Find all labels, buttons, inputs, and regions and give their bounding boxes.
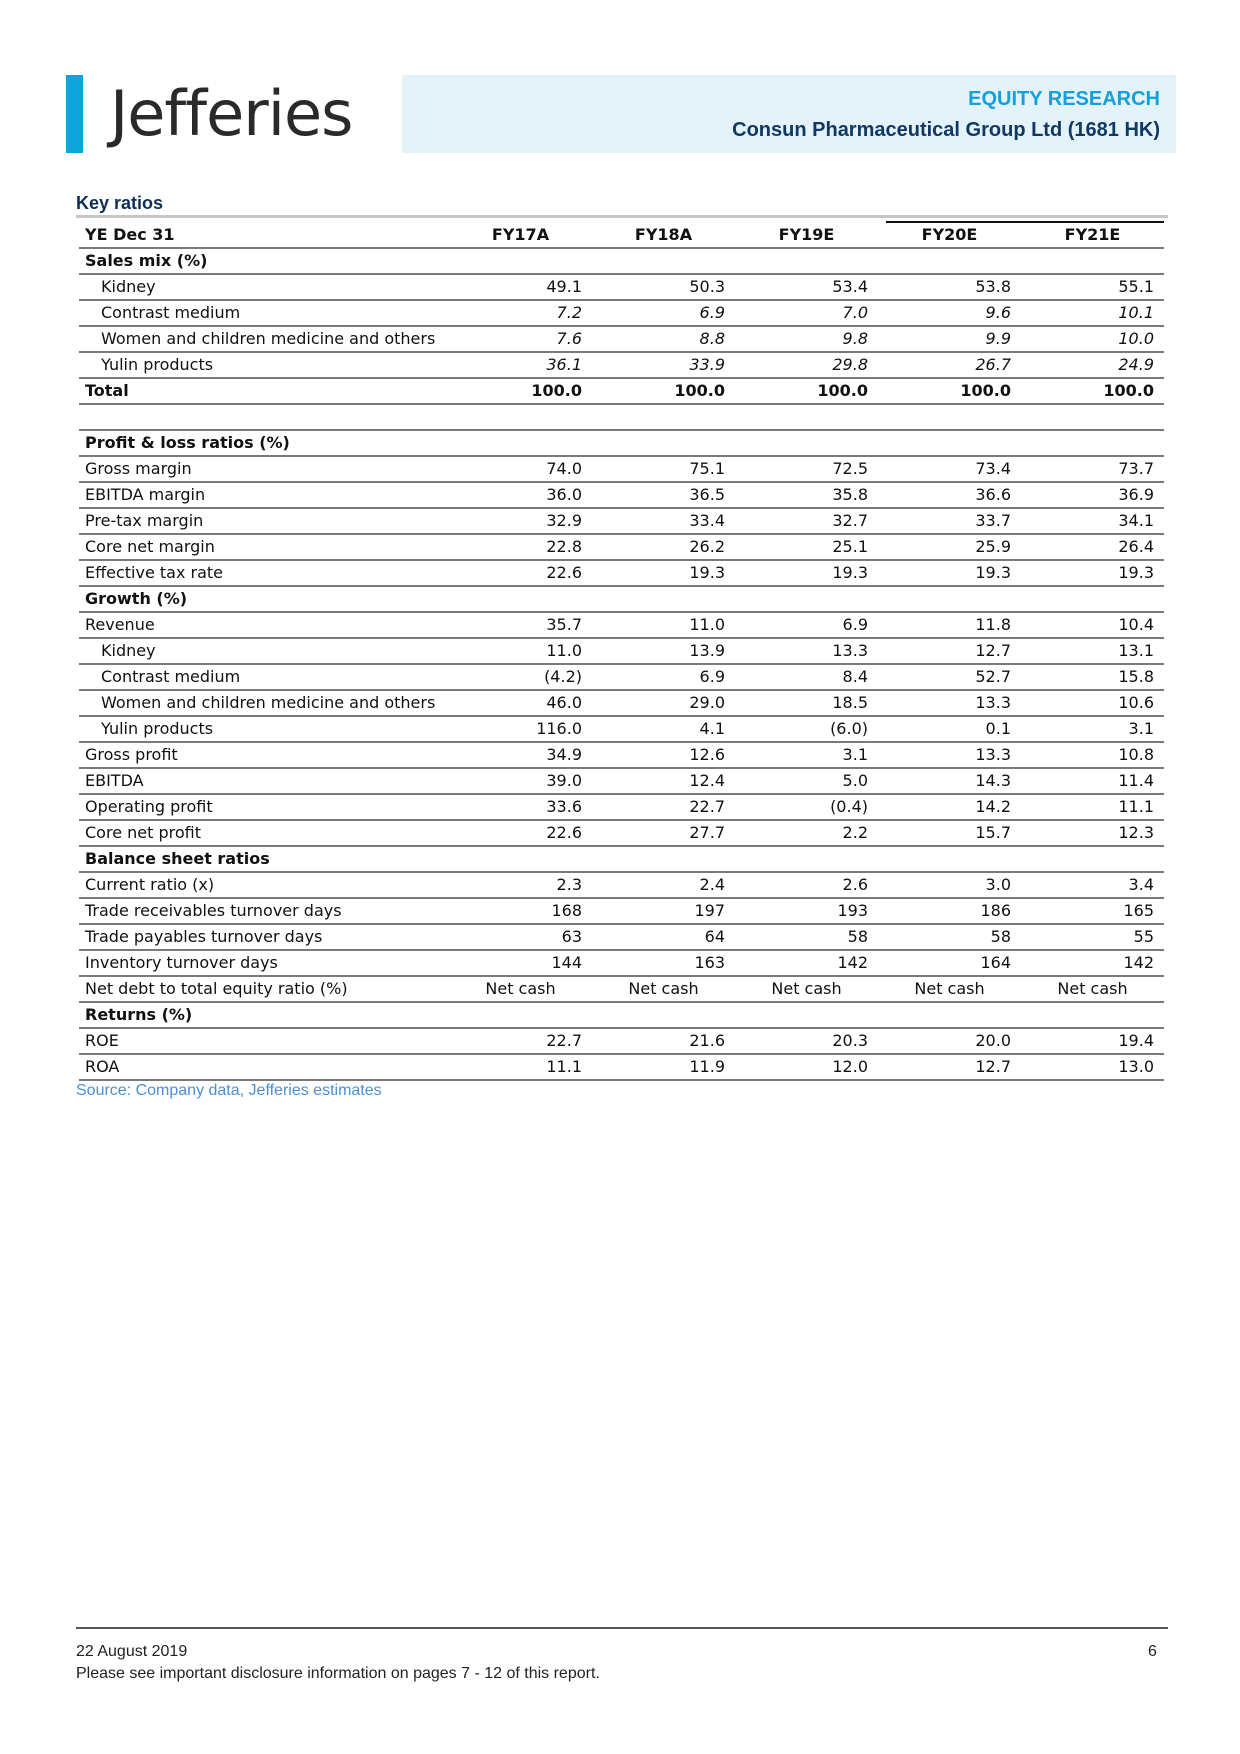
row-label: EBITDA margin [79,482,449,508]
table-row [79,716,1164,742]
cell: 22.6 [449,560,592,586]
cell: 100.0 [735,378,878,404]
cell: 36.1 [449,352,592,378]
table-row [79,820,1164,846]
cell: 197 [592,898,735,924]
cell: 75.1 [592,456,735,482]
cell: 34.1 [1021,508,1164,534]
table-row [79,638,1164,664]
cell: 15.8 [1021,664,1164,690]
row-label: ROA [79,1054,449,1080]
cell: (6.0) [735,716,878,742]
row-label: Operating profit [79,794,449,820]
column-header: YE Dec 31 [79,223,449,248]
section-heading: Growth (%) [79,586,1164,612]
cell: 12.7 [878,1054,1021,1080]
cell: 52.7 [878,664,1021,690]
row-label: Trade payables turnover days [79,924,449,950]
cell: 27.7 [592,820,735,846]
cell: 7.6 [449,326,592,352]
cell: 55.1 [1021,274,1164,300]
cell: 15.7 [878,820,1021,846]
section-label: EQUITY RESEARCH [968,88,1160,110]
cell: 49.1 [449,274,592,300]
table-row [79,794,1164,820]
row-label: EBITDA [79,768,449,794]
table-row [79,872,1164,898]
cell: 34.9 [449,742,592,768]
cell: 55 [1021,924,1164,950]
cell: 72.5 [735,456,878,482]
table-row [79,664,1164,690]
row-label: Inventory turnover days [79,950,449,976]
cell: 3.4 [1021,872,1164,898]
cell: 10.4 [1021,612,1164,638]
cell: 10.6 [1021,690,1164,716]
cell: 26.2 [592,534,735,560]
cell: 193 [735,898,878,924]
section-heading-row [79,586,1164,612]
cell: 33.9 [592,352,735,378]
cell: 20.3 [735,1028,878,1054]
cell: 53.8 [878,274,1021,300]
table-row [79,456,1164,482]
row-label: Total [79,378,449,404]
row-label: Revenue [79,612,449,638]
source-note: Source: Company data, Jefferies estimates [76,1082,382,1099]
jefferies-logo: Jefferies [110,77,353,150]
cell: 10.8 [1021,742,1164,768]
cell: 53.4 [735,274,878,300]
section-heading: Sales mix (%) [79,248,1164,274]
row-label: Contrast medium [79,664,449,690]
cell: 35.7 [449,612,592,638]
cell: 11.0 [592,612,735,638]
table-row [79,274,1164,300]
cell: 26.7 [878,352,1021,378]
cell: 32.7 [735,508,878,534]
row-label: Pre-tax margin [79,508,449,534]
cell: 163 [592,950,735,976]
cell: 0.1 [878,716,1021,742]
cell: 164 [878,950,1021,976]
row-label: Core net margin [79,534,449,560]
table-row [79,976,1164,1002]
table-row [79,898,1164,924]
row-label: Effective tax rate [79,560,449,586]
cell: 33.7 [878,508,1021,534]
cell: 142 [735,950,878,976]
cell: 186 [878,898,1021,924]
table-row [79,1054,1164,1080]
table-row [79,768,1164,794]
row-label: Gross profit [79,742,449,768]
cell: 100.0 [592,378,735,404]
cell: 26.4 [1021,534,1164,560]
cell: 33.4 [592,508,735,534]
cell: 35.8 [735,482,878,508]
title-rule [76,215,1168,218]
row-label: Contrast medium [79,300,449,326]
table-row [79,690,1164,716]
cell: 63 [449,924,592,950]
cell: 12.4 [592,768,735,794]
cell: 3.0 [878,872,1021,898]
table-row [79,352,1164,378]
cell: 3.1 [735,742,878,768]
cell: 13.3 [735,638,878,664]
cell: 8.8 [592,326,735,352]
cell: 7.2 [449,300,592,326]
section-heading: Returns (%) [79,1002,1164,1028]
column-header: FY20E [878,223,1021,248]
cell: 6.9 [735,612,878,638]
table-row [79,924,1164,950]
cell: 58 [735,924,878,950]
cell: 11.9 [592,1054,735,1080]
cell: 116.0 [449,716,592,742]
footer-rule [76,1627,1168,1629]
cell: 36.6 [878,482,1021,508]
section-heading-row [79,430,1164,456]
cell: 22.8 [449,534,592,560]
table-row [79,508,1164,534]
row-label: Women and children medicine and others [79,326,449,352]
cell: 19.3 [592,560,735,586]
cell: 13.9 [592,638,735,664]
cell: 9.6 [878,300,1021,326]
row-label: ROE [79,1028,449,1054]
cell: 11.8 [878,612,1021,638]
cell: 165 [1021,898,1164,924]
section-heading-row [79,1002,1164,1028]
section-heading: Balance sheet ratios [79,846,1164,872]
cell: 58 [878,924,1021,950]
cell: 11.4 [1021,768,1164,794]
table-body [79,248,1164,1080]
cell: 4.1 [592,716,735,742]
cell: 19.3 [878,560,1021,586]
row-label: Kidney [79,638,449,664]
section-heading-row [79,846,1164,872]
cell: 168 [449,898,592,924]
table-header-row [79,223,1164,248]
table-row [79,742,1164,768]
cell: 9.9 [878,326,1021,352]
cell: 12.6 [592,742,735,768]
cell: 12.7 [878,638,1021,664]
cell: 2.2 [735,820,878,846]
cell: Net cash [1021,976,1164,1002]
row-label: Yulin products [79,716,449,742]
cell: 2.4 [592,872,735,898]
cell: 6.9 [592,300,735,326]
column-header: FY21E [1021,223,1164,248]
cell: 100.0 [878,378,1021,404]
report-date: 22 August 2019 [76,1643,188,1660]
cell: 50.3 [592,274,735,300]
cell: 64 [592,924,735,950]
cell: 11.1 [1021,794,1164,820]
cell: Net cash [592,976,735,1002]
row-label: Core net profit [79,820,449,846]
logo-accent-bar [66,75,83,153]
cell: 13.1 [1021,638,1164,664]
cell: 14.2 [878,794,1021,820]
section-heading-row [79,248,1164,274]
cell: 18.5 [735,690,878,716]
cell: 29.0 [592,690,735,716]
cell: 11.0 [449,638,592,664]
cell: 5.0 [735,768,878,794]
cell: (4.2) [449,664,592,690]
cell: 13.0 [1021,1054,1164,1080]
cell: 22.6 [449,820,592,846]
cell: 36.0 [449,482,592,508]
cell: 33.6 [449,794,592,820]
table-title: Key ratios [76,193,164,213]
table-row [79,612,1164,638]
table-row [79,300,1164,326]
total-row [79,378,1164,404]
cell: 39.0 [449,768,592,794]
cell: 24.9 [1021,352,1164,378]
cell: Net cash [735,976,878,1002]
cell: 13.3 [878,690,1021,716]
cell: 22.7 [449,1028,592,1054]
column-header: FY18A [592,223,735,248]
cell: 12.0 [735,1054,878,1080]
table-row [79,482,1164,508]
table-row [79,534,1164,560]
cell: 144 [449,950,592,976]
cell: 25.1 [735,534,878,560]
section-heading: Profit & loss ratios (%) [79,430,1164,456]
cell: 73.4 [878,456,1021,482]
row-label: Current ratio (x) [79,872,449,898]
cell: Net cash [878,976,1021,1002]
cell: 100.0 [449,378,592,404]
cell: 22.7 [592,794,735,820]
row-label: Yulin products [79,352,449,378]
cell: 19.4 [1021,1028,1164,1054]
cell: 9.8 [735,326,878,352]
cell: 36.9 [1021,482,1164,508]
cell: 8.4 [735,664,878,690]
cell: 36.5 [592,482,735,508]
row-label: Kidney [79,274,449,300]
header-banner [402,75,1176,153]
cell: 10.1 [1021,300,1164,326]
table-row [79,326,1164,352]
spacer-row [79,404,1164,430]
column-header: FY17A [449,223,592,248]
cell: 74.0 [449,456,592,482]
cell: 10.0 [1021,326,1164,352]
cell: 25.9 [878,534,1021,560]
table-row [79,950,1164,976]
cell: 142 [1021,950,1164,976]
key-ratios-table [79,223,1164,1081]
cell: 2.3 [449,872,592,898]
cell: 73.7 [1021,456,1164,482]
cell: 19.3 [735,560,878,586]
cell: (0.4) [735,794,878,820]
table-row [79,560,1164,586]
cell: Net cash [449,976,592,1002]
cell: 32.9 [449,508,592,534]
row-label: Trade receivables turnover days [79,898,449,924]
column-header: FY19E [735,223,878,248]
cell: 11.1 [449,1054,592,1080]
cell: 3.1 [1021,716,1164,742]
row-label: Women and children medicine and others [79,690,449,716]
company-name: Consun Pharmaceutical Group Ltd (1681 HK) [732,119,1160,141]
cell: 19.3 [1021,560,1164,586]
page-number: 6 [1148,1643,1157,1660]
disclosure-note: Please see important disclosure information on pages 7 - 12 of this report. [76,1665,600,1682]
cell: 12.3 [1021,820,1164,846]
table-row [79,1028,1164,1054]
cell: 29.8 [735,352,878,378]
cell: 7.0 [735,300,878,326]
cell: 20.0 [878,1028,1021,1054]
row-label: Gross margin [79,456,449,482]
cell: 46.0 [449,690,592,716]
cell: 21.6 [592,1028,735,1054]
cell: 100.0 [1021,378,1164,404]
cell: 13.3 [878,742,1021,768]
row-label: Net debt to total equity ratio (%) [79,976,449,1002]
cell: 14.3 [878,768,1021,794]
cell: 2.6 [735,872,878,898]
cell: 6.9 [592,664,735,690]
